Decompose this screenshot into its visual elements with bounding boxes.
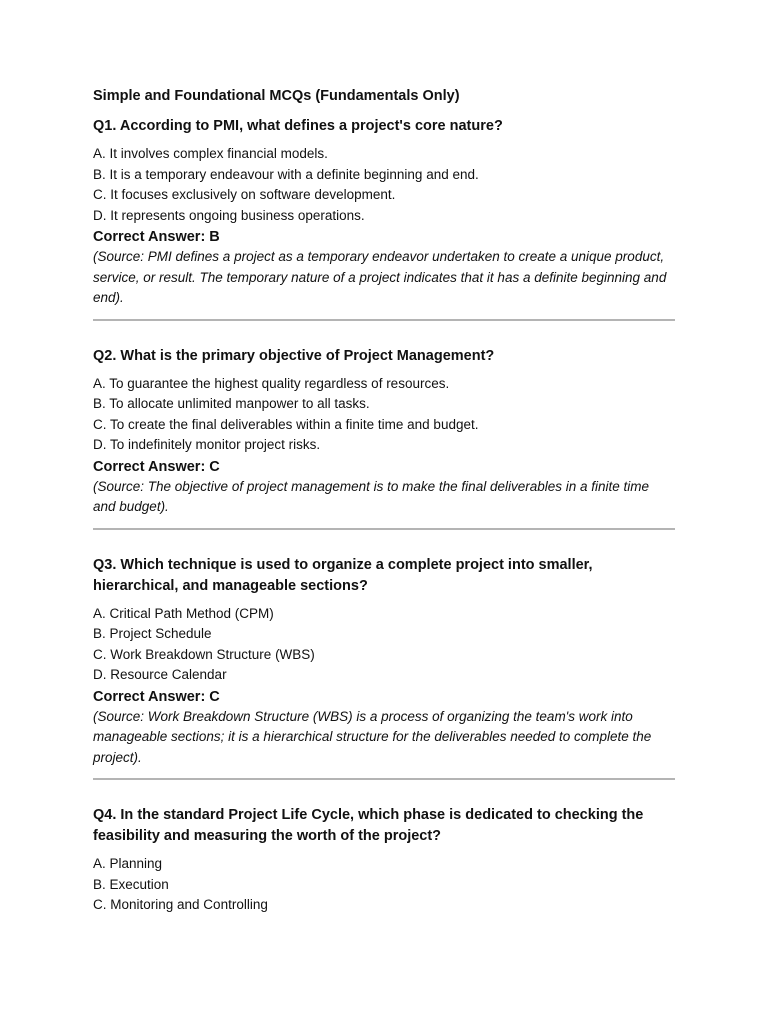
divider xyxy=(93,778,675,780)
correct-answer: Correct Answer: C xyxy=(93,688,220,705)
question-text: Q1. According to PMI, what defines a project's core nature? xyxy=(93,118,503,134)
option-c: C. To create the final deliverables within a finite time and budget. xyxy=(93,416,479,432)
document-title: Simple and Foundational MCQs (Fundamentals Only) xyxy=(93,88,460,104)
question-block-1 xyxy=(93,116,675,309)
option-b: B. It is a temporary endeavour with a definite beginning and end. xyxy=(93,166,479,182)
correct-answer: Correct Answer: C xyxy=(93,458,220,475)
question-text: Q4. In the standard Project Life Cycle, which phase is dedicated to checking the feasibility and measuring the worth of the project? xyxy=(93,807,644,844)
option-a: A. Critical Path Method (CPM) xyxy=(93,605,274,621)
source-note: (Source: PMI defines a project as a temporary endeavor undertaken to create a unique product, service, or result. The temporary nature of a project indicates that it has a definite beginning and end). xyxy=(93,249,667,305)
option-d: D. It represents ongoing business operations. xyxy=(93,207,365,223)
question-text: Q2. What is the primary objective of Project Management? xyxy=(93,347,495,364)
options-list xyxy=(93,604,675,686)
question-block-4 xyxy=(93,805,675,916)
source-note: (Source: Work Breakdown Structure (WBS) is a process of organizing the team's work into manageable sections; it is a hierarchical structure for the deliverables needed to complete the project). xyxy=(93,708,652,765)
option-a: A. Planning xyxy=(93,856,163,871)
option-c: C. Work Breakdown Structure (WBS) xyxy=(93,646,315,662)
options-list xyxy=(93,854,675,916)
options-list xyxy=(93,144,675,226)
options-list xyxy=(93,374,675,456)
option-c: C. It focuses exclusively on software development. xyxy=(93,187,396,202)
question-block-2 xyxy=(93,346,675,518)
source-note: (Source: The objective of project management is to make the final deliverables in a finite time and budget). xyxy=(93,478,650,514)
option-a: A. To guarantee the highest quality regardless of resources. xyxy=(93,375,450,391)
question-block-3 xyxy=(93,555,675,769)
option-d: D. To indefinitely monitor project risks. xyxy=(93,437,321,452)
option-b: B. To allocate unlimited manpower to all tasks. xyxy=(93,396,370,411)
option-d: D. Resource Calendar xyxy=(93,667,227,682)
option-b: B. Execution xyxy=(93,876,169,892)
question-text: Q3. Which technique is used to organize a complete project into smaller, hierarchical, and manageable sections? xyxy=(93,556,593,594)
divider xyxy=(93,528,675,530)
option-b: B. Project Schedule xyxy=(93,626,212,641)
divider xyxy=(93,319,675,321)
option-a: A. It involves complex financial models. xyxy=(93,146,328,161)
correct-answer: Correct Answer: B xyxy=(93,229,220,245)
option-c: C. Monitoring and Controlling xyxy=(93,897,268,912)
document-content xyxy=(93,86,675,916)
